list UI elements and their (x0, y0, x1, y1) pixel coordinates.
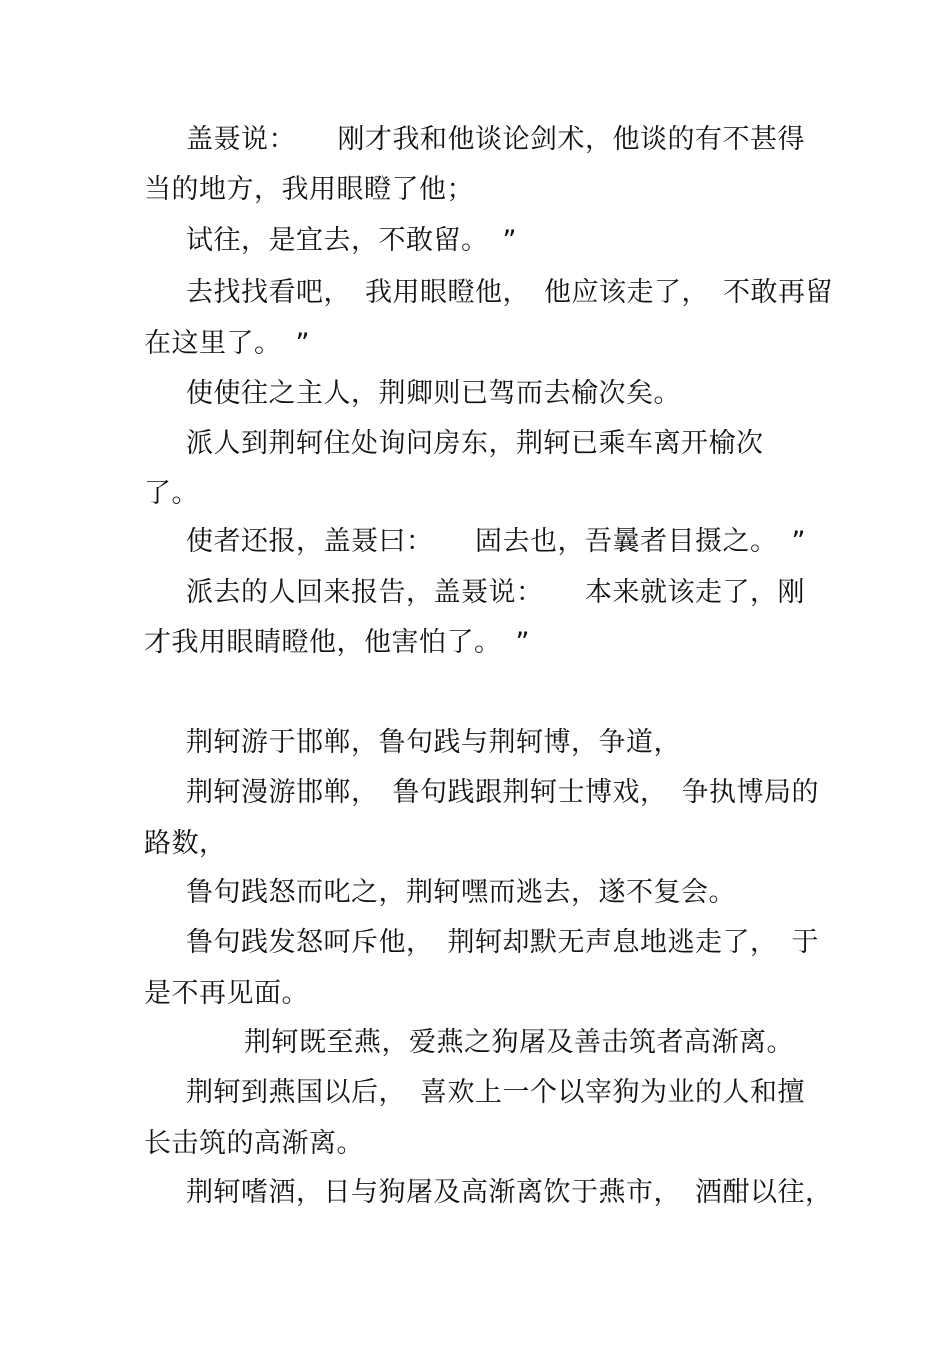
text-line: 路数， (144, 828, 227, 859)
text-line: 荆轲既至燕，爱燕之狗屠及善击筑者高渐离。 (244, 1027, 794, 1058)
text-line: 派去的人回来报告，盖聂说： 本来就该走了，刚 (186, 577, 805, 608)
text-line: 荆轲游于邯郸，鲁句践与荆轲博，争道， (186, 727, 681, 758)
text-line: 荆轲漫游邯郸， 鲁句践跟荆轲士博戏， 争执博局的 (186, 777, 819, 808)
text-line: 是不再见面。 (144, 978, 309, 1009)
text-line: 使者还报，盖聂曰： 固去也，吾曩者目摄之。 ” (186, 526, 806, 557)
text-line: 当的地方，我用眼瞪了他； (144, 174, 474, 205)
text-line: 长击筑的高渐离。 (144, 1128, 364, 1159)
text-line: 盖聂说： 刚才我和他谈论剑术，他谈的有不甚得 (186, 124, 805, 155)
text-line: 才我用眼睛瞪他，他害怕了。 ” (144, 627, 530, 658)
text-line: 派人到荆轲住处询问房东，荆轲已乘车离开榆次 (186, 428, 764, 459)
text-line: 使使往之主人，荆卿则已驾而去榆次矣。 (186, 378, 681, 409)
text-line: 鲁句践发怒呵斥他， 荆轲却默无声息地逃走了， 于 (186, 927, 819, 958)
text-line: 荆轲嗜酒，日与狗屠及高渐离饮于燕市， 酒酣以往， (186, 1177, 833, 1208)
text-line: 荆轲到燕国以后， 喜欢上一个以宰狗为业的人和擅 (186, 1077, 805, 1108)
text-line: 鲁句践怒而叱之，荆轲嘿而逃去，遂不复会。 (186, 877, 736, 908)
text-line: 在这里了。 ” (144, 328, 310, 359)
text-line: 试往，是宜去，不敢留。 ” (186, 225, 517, 256)
text-line: 去找找看吧， 我用眼瞪他， 他应该走了， 不敢再留 (186, 277, 833, 308)
text-line: 了。 (144, 478, 199, 509)
